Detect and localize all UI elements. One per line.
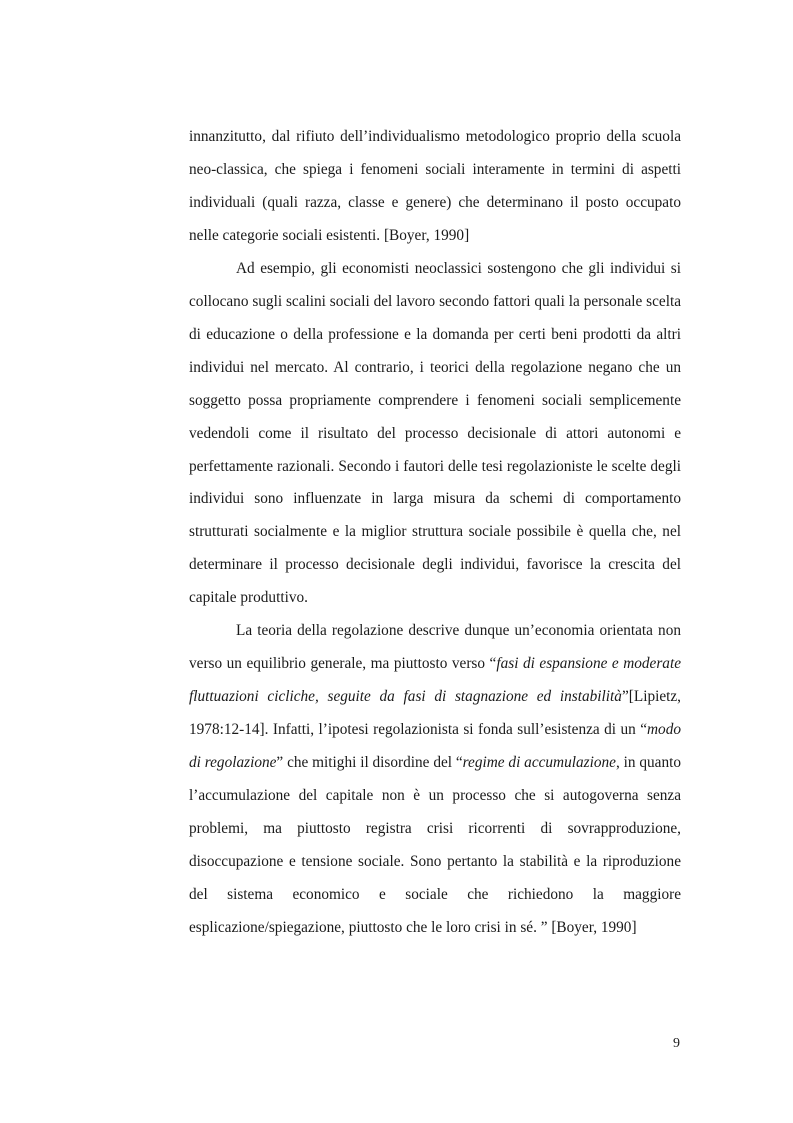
paragraph-3 <box>189 615 681 945</box>
paragraph-1: innanzitutto, dal rifiuto dell’individualismo metodologico proprio della scuola neo-classica, che spiega i fenomeni sociali interamente in termini di aspetti individuali (quali razza, classe e genere) che determinano il posto occupato nelle categorie sociali esistenti. [Boyer, 1990] <box>189 128 681 244</box>
paragraph-2: Ad esempio, gli economisti neoclassici sostengono che gli individui si collocano sugli scalini sociali del lavoro secondo fattori quali la personale scelta di educazione o della professione e la domanda per certi beni prodotti da altri individui nel mercato. Al contrario, i teorici della regolazione negano che un soggetto possa propriamente comprendere i fenomeni sociali semplicemente vedendoli come il risultato del processo decisionale di attori autonomi e perfettamente razionali. Secondo i fautori delle tesi regolazioniste le scelte degli individui sono influenzate in larga misura da schemi di comportamento strutturati socialmente e la miglior struttura sociale possibile è quella che, nel determinare il processo decisionale degli individui, favorisce la crescita del capitale produttivo. <box>189 259 681 607</box>
paragraph-3-italic-term-2: regime di accumulazione <box>462 754 616 772</box>
paragraph-3-text-4: , in quanto l’accumulazione del capitale non è un processo che si autogoverna senza problemi, ma piuttosto registra crisi ricorrenti di sovrapproduzione, disoccupazione e tensione sociale. Sono pertanto la stabilità e la riproduzione del sistema economico e sociale che richiedono la maggiore esplicazione/spiegazione, piuttosto che le loro crisi in sé. ” [Boyer, 1990] <box>189 754 681 936</box>
paragraph-3-italic-term-1: modo di regolazione <box>189 721 681 772</box>
paragraph-3-italic-quote: fasi di espansione e moderate fluttuazioni cicliche, seguite da fasi di stagnazione ed instabilità <box>189 655 681 706</box>
paragraph-3-text-2: ”[Lipietz, 1978:12-14]. Infatti, l’ipotesi regolazionista si fonda sull’esistenza di un “ <box>189 688 681 739</box>
body-text <box>189 121 681 945</box>
paragraph-3-text-1: La teoria della regolazione descrive dunque un’economia orientata non verso un equilibrio generale, ma piuttosto verso “ <box>189 622 681 673</box>
paragraph-3-text-3: ” che mitighi il disordine del “ <box>276 754 463 772</box>
page-number: 9 <box>673 1036 680 1051</box>
